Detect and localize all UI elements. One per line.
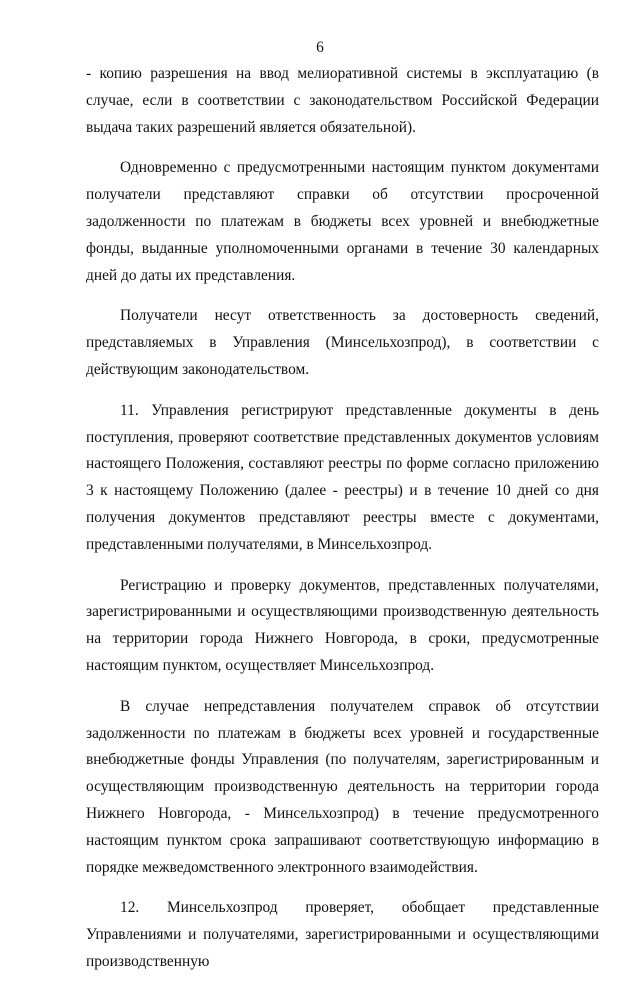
paragraph-item-12: 12. Минсельхозпрод проверяет, обобщает представленные Управлениями и получателями, зарегистрированными и осуществляющими производственную — [86, 899, 599, 970]
paragraph-interagency-request: В случае непредставления получателем справок об отсутствии задолженности по платежам в бюджеты всех уровней и государственные внебюджетные фонды Управления (по получателям, зарегистрированным и осуществляющим производственную деятельность на территории города Нижнего Новгорода, - Минсельхозпрод) в течение предусмотренного настоящим пунктом срока запрашивают соответствующую информацию в порядке межведомственного электронного взаимодействия. — [86, 697, 599, 876]
paragraph-nizhny-novgorod-registration: Регистрацию и проверку документов, представленных получателями, зарегистрированными и осуществляющими производственную деятельность на территории города Нижнего Новгорода, в сроки, предусмотренные настоящим пунктом, осуществляет Минсельхозпрод. — [86, 576, 599, 674]
paragraph-permit-copy: - копию разрешения на ввод мелиоративной системы в эксплуатацию (в случае, если в соответствии с законодательством Российской Федерации выдача таких разрешений является обязательной). — [86, 65, 599, 136]
body-text — [86, 61, 599, 990]
paragraph-recipient-responsibility: Получатели несут ответственность за достоверность сведений, представляемых в Управления (Минсельхозпрод), в соответствии с действующим законодательством. — [86, 307, 599, 378]
paragraph-item-11: 11. Управления регистрируют представленные документы в день поступления, проверяют соответствие представленных документов условиям настоящего Положения, составляют реестры по форме согласно приложению 3 к настоящему Положению (далее - реестры) и в течение 10 дней со дня получения документов представляют реестры вместе с документами, представленными получателями, в Минсельхозпрод. — [86, 401, 599, 553]
paragraph-debt-certificates: Одновременно с предусмотренными настоящим пунктом документами получатели представляют справки об отсутствии просроченной задолженности по платежам в бюджеты всех уровней и внебюджетные фонды, выданные уполномоченными органами в течение 30 календарных дней до даты их представления. — [86, 159, 599, 284]
page-number: 6 — [316, 39, 324, 56]
